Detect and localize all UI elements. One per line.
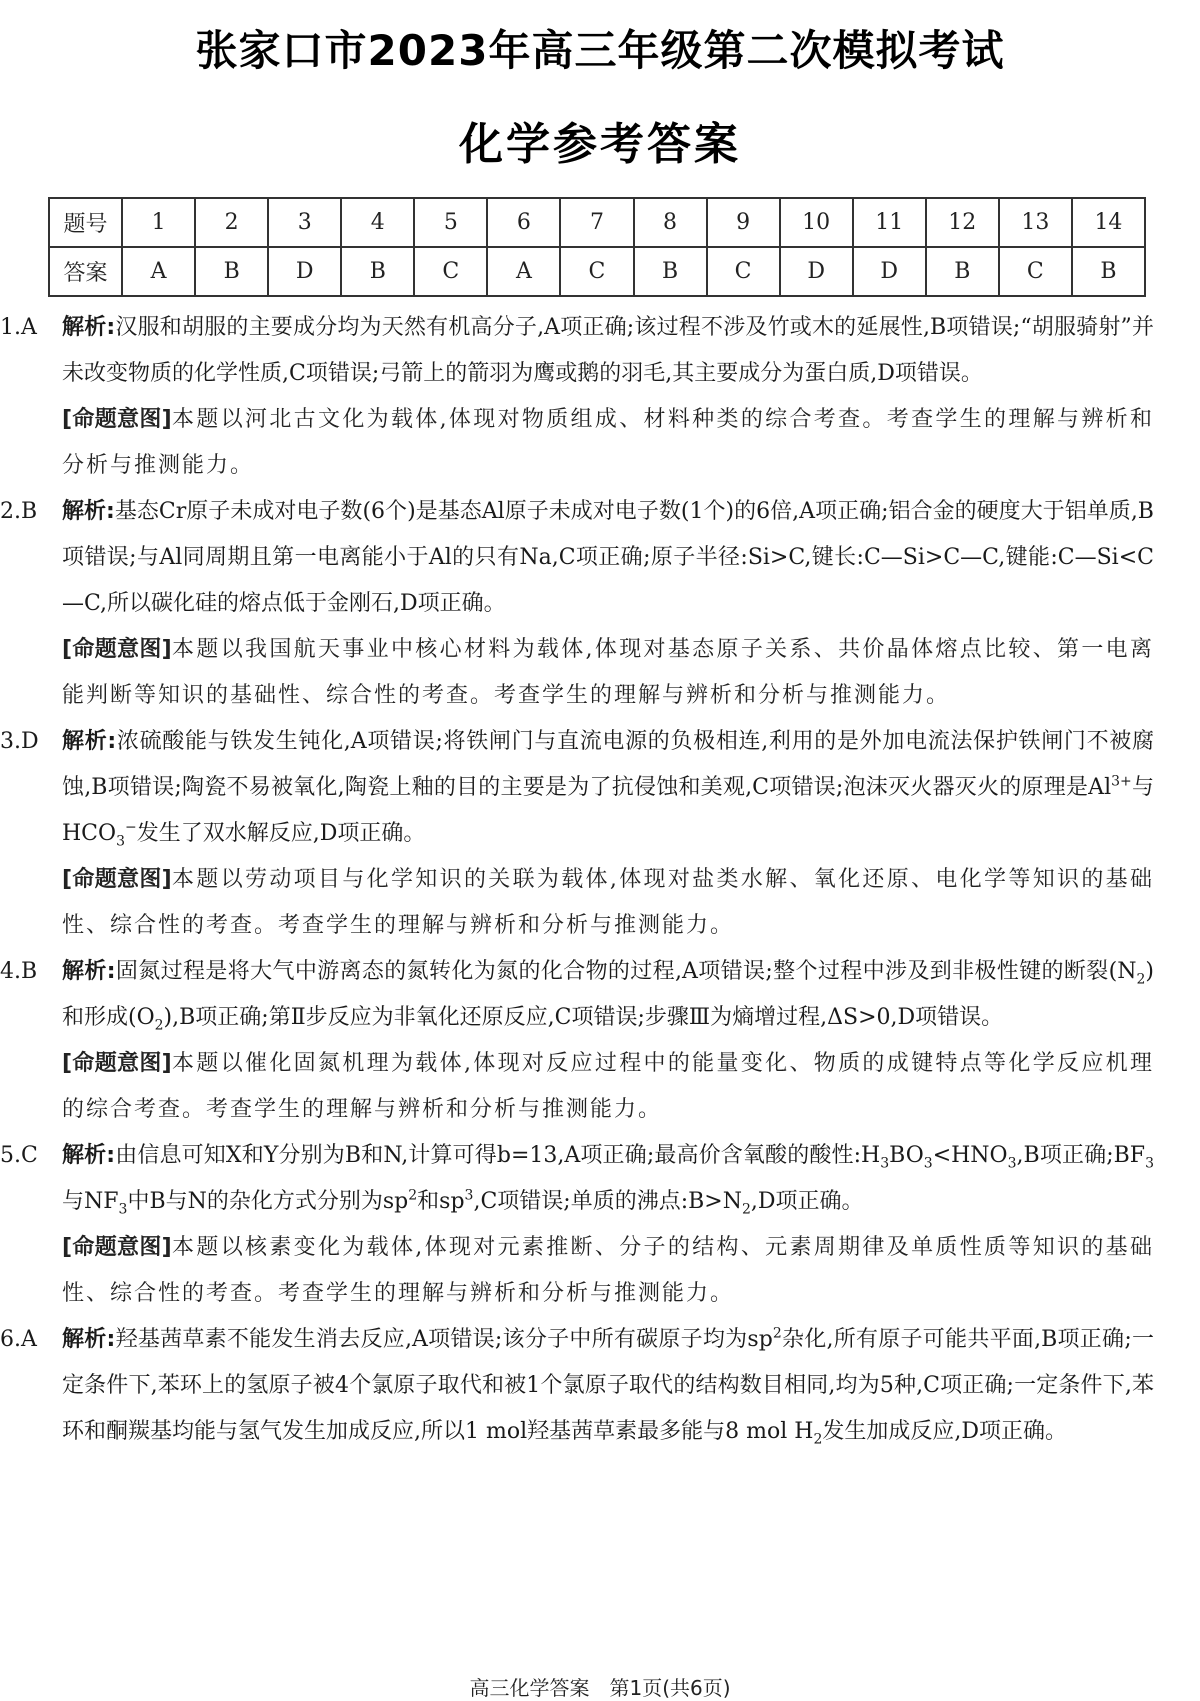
analysis-text: 汉服和胡服的主要成分均为天然有机高分子,A项正确;该过程不涉及竹或木的延展性,B项错误;“胡服骑射”并未改变物质的化学性质,C项错误;弓箭上的箭羽为鹰或鹅的羽毛,其主要成分为蛋白质,D项错误。 <box>62 315 1154 386</box>
question-number: 5.C <box>0 1143 38 1168</box>
question-number-cell: 13 <box>999 198 1072 247</box>
answer-cell: B <box>634 247 707 296</box>
answer-cell: A <box>122 247 195 296</box>
exam-title: 张家口市2023年高三年级第二次模拟考试 <box>195 26 1005 75</box>
document-subtitle: 化学参考答案 <box>459 119 741 170</box>
answer-cell: B <box>1072 247 1145 296</box>
question-3-explanation <box>0 719 1154 949</box>
answer-cell: B <box>926 247 999 296</box>
row-label-answer: 答案 <box>49 247 122 296</box>
analysis-label: 解析: <box>62 729 117 754</box>
intent-text: 本题以核素变化为载体,体现对元素推断、分子的结构、元素周期律及单质性质等知识的基础性、综合性的考查。考查学生的理解与辨析和分析与推测能力。 <box>62 1235 1154 1306</box>
intent-label: [命题意图] <box>62 867 172 892</box>
question-number-cell: 2 <box>195 198 268 247</box>
analysis-label: 解析: <box>62 1143 116 1168</box>
question-number: 3.D <box>0 729 39 754</box>
answer-cell: D <box>853 247 926 296</box>
question-number-cell: 9 <box>707 198 780 247</box>
analysis-label: 解析: <box>62 959 116 984</box>
question-number-cell: 5 <box>414 198 487 247</box>
answer-cell: B <box>341 247 414 296</box>
question-number-cell: 3 <box>268 198 341 247</box>
answer-row <box>49 247 1145 296</box>
intent-paragraph <box>62 627 1154 719</box>
intent-paragraph <box>62 1041 1154 1133</box>
analysis-text: 基态Cr原子未成对电子数(6个)是基态Al原子未成对电子数(1个)的6倍,A项正确;铝合金的硬度大于铝单质,B项错误;与Al同周期且第一电离能小于Al的只有Na,C项正确;原子半径:Si>C,键长:C—Si>C—C,键能:C—Si<C—C,所以碳化硅的熔点低于金刚石,D项正确。 <box>62 499 1154 616</box>
intent-label: [命题意图] <box>62 407 172 432</box>
intent-label: [命题意图] <box>62 637 172 662</box>
answer-cell: C <box>414 247 487 296</box>
analysis-paragraph <box>0 305 1154 397</box>
intent-text: 本题以劳动项目与化学知识的关联为载体,体现对盐类水解、氧化还原、电化学等知识的基础性、综合性的考查。考查学生的理解与辨析和分析与推测能力。 <box>62 867 1154 938</box>
analysis-paragraph: 5.C 解析:由信息可知X和Y分别为B和N,计算可得b=13,A项正确;最高价含氧酸的酸性$:H_3BO_3<HNO_3,B$项正确$;BF_3$与$NF_3$中B与N的杂化方式分别为$sp^2$和$sp^3,C$项错误;单质的沸点$:B>N_2,D$项正确。 <box>62 1133 1154 1225</box>
question-number-cell: 8 <box>634 198 707 247</box>
question-number-cell: 11 <box>853 198 926 247</box>
question-number-cell: 10 <box>780 198 853 247</box>
question-number: 2.B <box>0 499 38 524</box>
analysis-label: 解析: <box>62 315 116 340</box>
question-number-cell: 12 <box>926 198 999 247</box>
question-number-cell: 1 <box>122 198 195 247</box>
analysis-paragraph: 4.B 解析:固氮过程是将大气中游离态的氮转化为氮的化合物的过程,A项错误;整个过程中涉及到非极性键的断裂$(N_2)$和形成$(O_2),B$项正确;第Ⅱ步反应为非氧化还原反应,C项错误;步骤Ⅲ为熵增过程,ΔS>0,D项错误。 <box>62 949 1154 1041</box>
intent-text: 本题以催化固氮机理为载体,体现对反应过程中的能量变化、物质的成键特点等化学反应机理的综合考查。考查学生的理解与辨析和分析与推测能力。 <box>62 1051 1154 1122</box>
question-number: 4.B <box>0 959 38 984</box>
answer-cell: A <box>487 247 560 296</box>
question-number: 6.A <box>0 1327 37 1352</box>
page-footer: 高三化学答案 第1页(共6页) <box>469 1676 731 1700</box>
answer-cell: D <box>268 247 341 296</box>
row-label-number: 题号 <box>49 198 122 247</box>
question-number-cell: 4 <box>341 198 414 247</box>
analysis-label: 解析: <box>62 1327 116 1352</box>
intent-text: 本题以河北古文化为载体,体现对物质组成、材料种类的综合考查。考查学生的理解与辨析和分析与推测能力。 <box>62 407 1154 478</box>
question-number: 1.A <box>0 315 37 340</box>
question-2-explanation <box>0 489 1154 719</box>
answer-cell: C <box>560 247 633 296</box>
question-number-row <box>49 198 1145 247</box>
analysis-paragraph: 6.A 解析:羟基茜草素不能发生消去反应,A项错误;该分子中所有碳原子均为$sp^2$杂化,所有原子可能共平面,B项正确;一定条件下,苯环上的氢原子被4个氯原子取代和被1个氯原子取代的结构数目相同,均为5种,C项正确;一定条件下,苯环和酮羰基均能与氢气发生加成反应,所以1 mol羟基茜草素最多能与8 mol $H_2$发生加成反应,D项正确。 <box>62 1317 1154 1455</box>
question-6-explanation <box>0 1317 1154 1455</box>
intent-paragraph <box>62 857 1154 949</box>
question-1-explanation <box>0 305 1154 489</box>
analysis-paragraph: 3.D 解析:浓硫酸能与铁发生钝化,A项错误;将铁闸门与直流电源的负极相连,利用的是外加电流法保护铁闸门不被腐蚀,B项错误;陶瓷不易被氧化,陶瓷上釉的目的主要是为了抗侵蚀和美观,C项错误;泡沫灭火器灭火的原理是$Al^{3+}$与$HCO_3^-$发生了双水解反应,D项正确。 <box>62 719 1154 857</box>
answer-cell: C <box>707 247 780 296</box>
explanations <box>0 305 1154 1455</box>
intent-label: [命题意图] <box>62 1235 172 1260</box>
intent-text: 本题以我国航天事业中核心材料为载体,体现对基态原子关系、共价晶体熔点比较、第一电离能判断等知识的基础性、综合性的考查。考查学生的理解与辨析和分析与推测能力。 <box>62 637 1154 708</box>
answer-table <box>48 197 1146 297</box>
answer-cell: D <box>780 247 853 296</box>
question-5-explanation <box>0 1133 1154 1317</box>
question-number-cell: 7 <box>560 198 633 247</box>
question-number-cell: 6 <box>487 198 560 247</box>
intent-paragraph <box>62 397 1154 489</box>
answer-cell: B <box>195 247 268 296</box>
question-4-explanation <box>0 949 1154 1133</box>
intent-label: [命题意图] <box>62 1051 172 1076</box>
analysis-paragraph <box>0 489 1154 627</box>
intent-paragraph <box>62 1225 1154 1317</box>
answer-cell: C <box>999 247 1072 296</box>
analysis-label: 解析: <box>62 499 115 524</box>
question-number-cell: 14 <box>1072 198 1145 247</box>
